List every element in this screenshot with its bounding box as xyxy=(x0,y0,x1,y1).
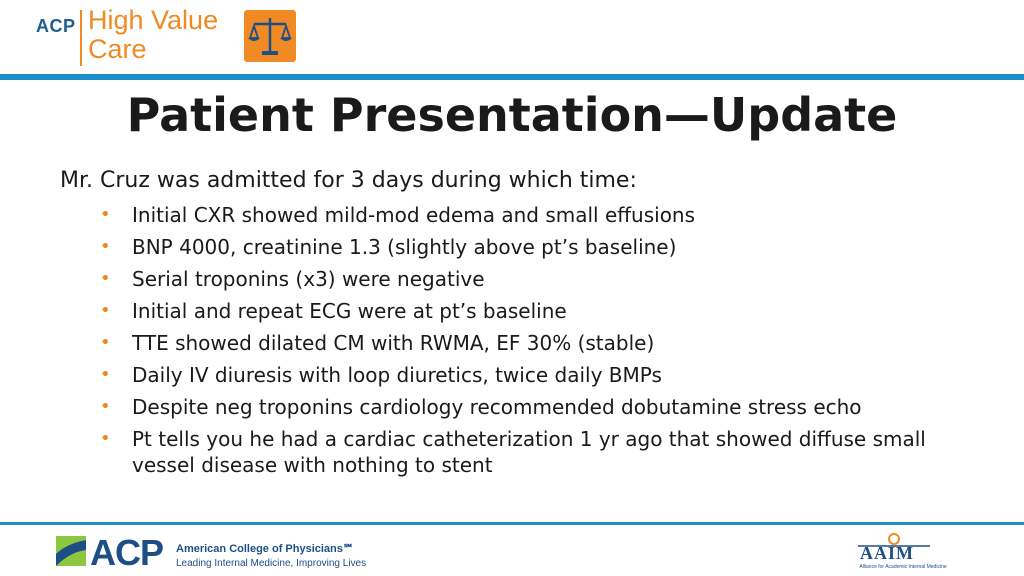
slide-header xyxy=(0,0,1024,74)
slide-title: Patient Presentation—Update xyxy=(126,88,898,142)
list-item: • Initial and repeat ECG were at pt’s baseline xyxy=(100,299,567,323)
bullet-icon: • xyxy=(100,300,111,321)
bullet-icon: • xyxy=(100,204,111,225)
bullet-icon: • xyxy=(100,396,111,417)
acp-footer-logo: ACP xyxy=(90,532,164,573)
list-item: • BNP 4000, creatinine 1.3 (slightly above pt’s baseline) xyxy=(100,235,677,259)
logo-divider xyxy=(80,10,82,66)
slide-footer xyxy=(0,526,1024,576)
aaim-subtitle: Alliance for Academic Internal Medicine xyxy=(859,564,947,570)
bullet-list xyxy=(100,202,980,484)
acp-logo-text: ACP xyxy=(36,16,76,36)
list-item: • TTE showed dilated CM with RWMA, EF 30% (stable) xyxy=(100,331,655,355)
list-item: • Initial CXR showed mild-mod edema and small effusions xyxy=(100,203,696,227)
bullet-icon: • xyxy=(100,364,111,385)
bullet-icon: • xyxy=(100,268,111,289)
bullet-icon: • xyxy=(100,332,111,353)
footer-rule xyxy=(0,522,1024,525)
list-item: • Despite neg troponins cardiology recommended dobutamine stress echo xyxy=(100,395,862,419)
bullet-icon: • xyxy=(100,236,111,257)
acp-emblem-icon xyxy=(56,536,86,566)
list-item: • Pt tells you he had a cardiac catheterization 1 yr ago that showed diffuse small vessel disease with nothing to stent xyxy=(100,427,926,477)
logo-line-1: High Value xyxy=(88,5,219,35)
header-rule xyxy=(0,74,1024,80)
high-value-care-logo-text xyxy=(88,6,218,64)
acp-tagline: Leading Internal Medicine, Improving Lives xyxy=(176,558,367,569)
scales-icon xyxy=(244,10,296,62)
list-item: • Daily IV diuresis with loop diuretics, twice daily BMPs xyxy=(100,363,662,387)
logo-line-2: Care xyxy=(88,34,147,64)
acp-org-name: American College of Physicians℠ xyxy=(176,543,355,555)
list-item: • Serial troponins (x3) were negative xyxy=(100,267,485,291)
intro-text: Mr. Cruz was admitted for 3 days during which time: xyxy=(60,168,637,193)
aaim-logo: AAIM xyxy=(860,543,914,563)
bullet-icon: • xyxy=(100,428,111,449)
